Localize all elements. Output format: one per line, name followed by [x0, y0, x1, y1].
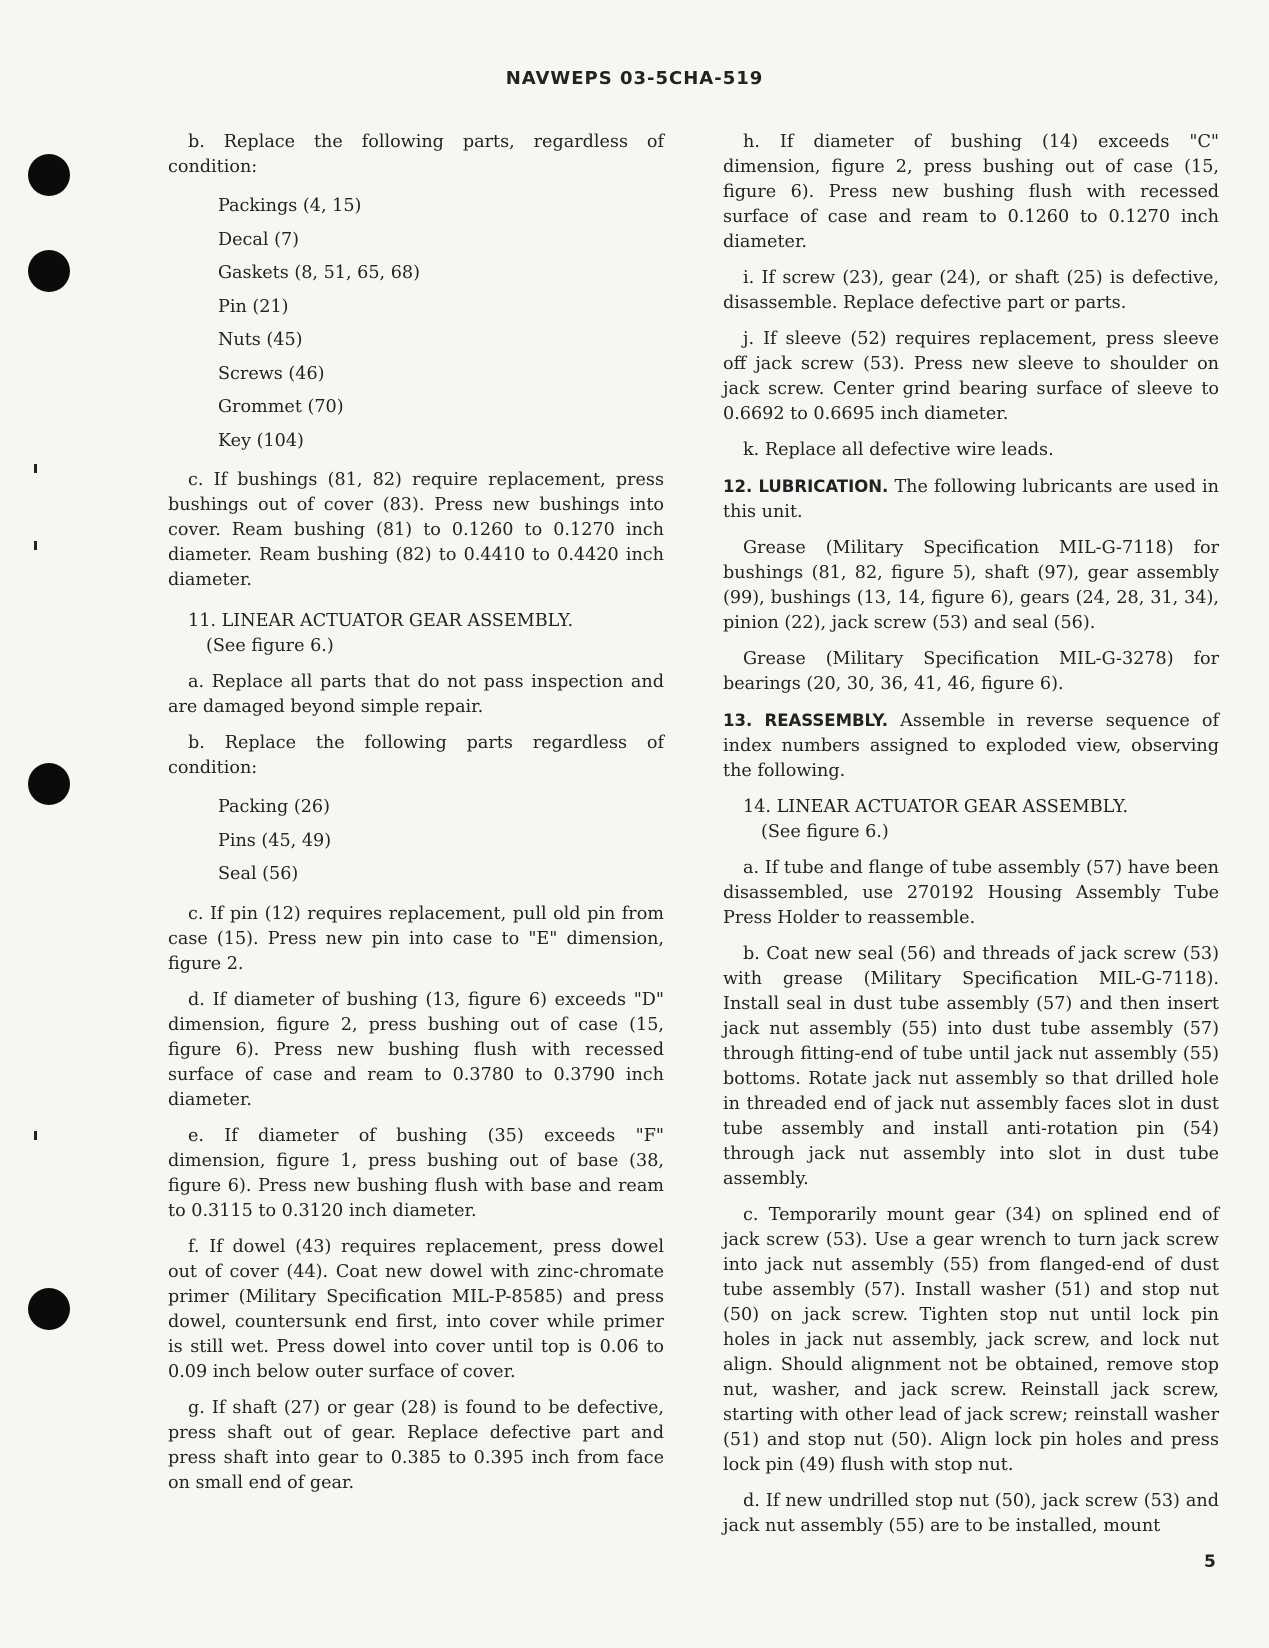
list-item: Screws (46)	[218, 363, 325, 384]
list-item: Packing (26)	[218, 797, 330, 817]
paragraph-h: h. If diameter of bushing (14) exceeds "C" dimension, figure 2, press bushing out of case (15, figure 6). Press new bushing flush with recessed surface of case and ream to 0.1260 to 0.1270 inch diameter.	[723, 132, 1219, 252]
paragraph-c: c. Temporarily mount gear (34) on splined end of jack screw (53). Use a gear wrench to turn jack screw into jack nut assembly (55) from flanged-end of dust tube assembly (57). Install washer (51) and stop nut (50) on jack screw. Tighten stop nut until lock pin holes in jack nut assembly, jack screw, and lock nut align. Should alignment not be obtained, remove stop nut, washer, and jack screw. Reinstall jack screw, starting with other lead of jack screw; reinstall washer (51) and stop nut (50). Align lock pin holes and press lock pin (49) flush with stop nut.	[723, 1205, 1219, 1475]
list-item: Nuts (45)	[218, 330, 303, 350]
section-14-heading	[723, 795, 1219, 845]
paragraph-k: k. Replace all defective wire leads.	[743, 440, 1054, 460]
list-item: Pin (21)	[218, 296, 289, 317]
list-item: Decal (7)	[218, 229, 300, 250]
paragraph-a: a. If tube and flange of tube assembly (57) have been disassembled, use 270192 Housing Assembly Tube Press Holder to reassemble.	[723, 858, 1219, 928]
paragraph-d: d. If diameter of bushing (13, figure 6) exceeds "D" dimension, figure 2, press bushing out of case (15, figure 6). Press new bushing flush with recessed surface of case and ream to 0.3780 to 0.3790 inch diameter.	[168, 989, 664, 1110]
paragraph-f: f. If dowel (43) requires replacement, press dowel out of cover (44). Coat new dowel with zinc-chromate primer (Military Specification MIL-P-8585) and press dowel, countersunk end first, into cover while primer is still wet. Press dowel into cover until top is 0.06 to 0.09 inch below outer surface of cover.	[168, 1236, 664, 1382]
section-subtitle: (See figure 6.)	[761, 822, 889, 842]
paragraph-e: e. If diameter of bushing (35) exceeds "F" dimension, figure 1, press bushing out of base (38, figure 6). Press new bushing flush with base and ream to 0.3115 to 0.3120 inch diameter.	[168, 1125, 664, 1221]
section-12	[723, 474, 1219, 525]
margin-mark	[34, 1131, 37, 1140]
paragraph-b: b. Coat new seal (56) and threads of jack screw (53) with grease (Military Specification MIL-G-7118). Install seal in dust tube assembly (57) and then insert jack nut assembly (55) into dust tube assembly (57) through fitting-end of tube until jack nut assembly (55) bottoms. Rotate jack nut assembly so that drilled hole in threaded end of jack nut assembly faces slot in dust tube assembly and install anti-rotation pin (54) through jack nut assembly into slot in dust tube assembly.	[723, 944, 1219, 1189]
section-title: 12. LUBRICATION.	[723, 477, 889, 496]
left-column	[168, 130, 664, 1507]
list-item: Gaskets (8, 51, 65, 68)	[218, 263, 420, 283]
right-column	[723, 130, 1219, 1550]
parts-list-1	[168, 190, 664, 458]
binder-hole-top	[28, 154, 70, 196]
section-title: 11. LINEAR ACTUATOR GEAR ASSEMBLY.	[188, 611, 574, 631]
paragraph-grease-2: Grease (Military Specification MIL-G-3278) for bearings (20, 30, 36, 41, 46, figure 6).	[723, 649, 1219, 694]
list-item: Key (104)	[218, 430, 304, 451]
section-11-heading	[168, 609, 664, 659]
margin-mark	[34, 464, 37, 473]
paragraph-d: d. If new undrilled stop nut (50), jack screw (53) and jack nut assembly (55) are to be installed, mount	[723, 1491, 1219, 1536]
paragraph-b: b. Replace the following parts regardless of condition:	[168, 733, 664, 778]
page-header: NAVWEPS 03-5CHA-519	[505, 68, 764, 89]
page-number: 5	[1204, 1552, 1216, 1572]
paragraph-grease-1: Grease (Military Specification MIL-G-7118) for bushings (81, 82, figure 5), shaft (97), gear assembly (99), bushings (13, 14, figure 6), gears (24, 28, 31, 34), pinion (22), jack screw (53) and seal (56).	[723, 538, 1219, 633]
list-item: Seal (56)	[218, 864, 299, 884]
list-item: Pins (45, 49)	[218, 830, 332, 851]
section-text: The following lubricants are used in this unit.	[723, 477, 1219, 522]
paragraph-a: a. Replace all parts that do not pass inspection and are damaged beyond simple repair.	[168, 672, 664, 717]
paragraph-c: c. If pin (12) requires replacement, pull old pin from case (15). Press new pin into case to "E" dimension, figure 2.	[168, 903, 664, 974]
paragraph-b: b. Replace the following parts, regardless of condition:	[168, 132, 664, 177]
parts-list-2	[168, 791, 664, 892]
binder-hole-upper	[28, 250, 70, 292]
binder-hole-bottom	[28, 1288, 70, 1330]
margin-mark	[34, 541, 37, 550]
section-title: 14. LINEAR ACTUATOR GEAR ASSEMBLY.	[743, 797, 1129, 817]
paragraph-c: c. If bushings (81, 82) require replacement, press bushings out of cover (83). Press new bushings into cover. Ream bushing (81) to 0.1260 to 0.1270 inch diameter. Ream bushing (82) to 0.4410 to 0.4420 inch diameter.	[168, 470, 664, 590]
section-13	[723, 708, 1219, 784]
list-item: Packings (4, 15)	[218, 196, 362, 216]
list-item: Grommet (70)	[218, 397, 344, 417]
paragraph-g: g. If shaft (27) or gear (28) is found to be defective, press shaft out of gear. Replace defective part and press shaft into gear to 0.385 to 0.395 inch from face on small end of gear.	[168, 1397, 664, 1493]
section-title: 13. REASSEMBLY.	[723, 711, 888, 730]
paragraph-j: j. If sleeve (52) requires replacement, press sleeve off jack screw (53). Press new sleeve to shoulder on jack screw. Center grind bearing surface of sleeve to 0.6692 to 0.6695 inch diameter.	[723, 329, 1219, 424]
paragraph-i: i. If screw (23), gear (24), or shaft (25) is defective, disassemble. Replace defective part or parts.	[723, 268, 1219, 313]
section-subtitle: (See figure 6.)	[206, 636, 334, 656]
binder-hole-middle	[28, 763, 70, 805]
section-text: Assemble in reverse sequence of index numbers assigned to exploded view, observing the following.	[723, 711, 1219, 781]
